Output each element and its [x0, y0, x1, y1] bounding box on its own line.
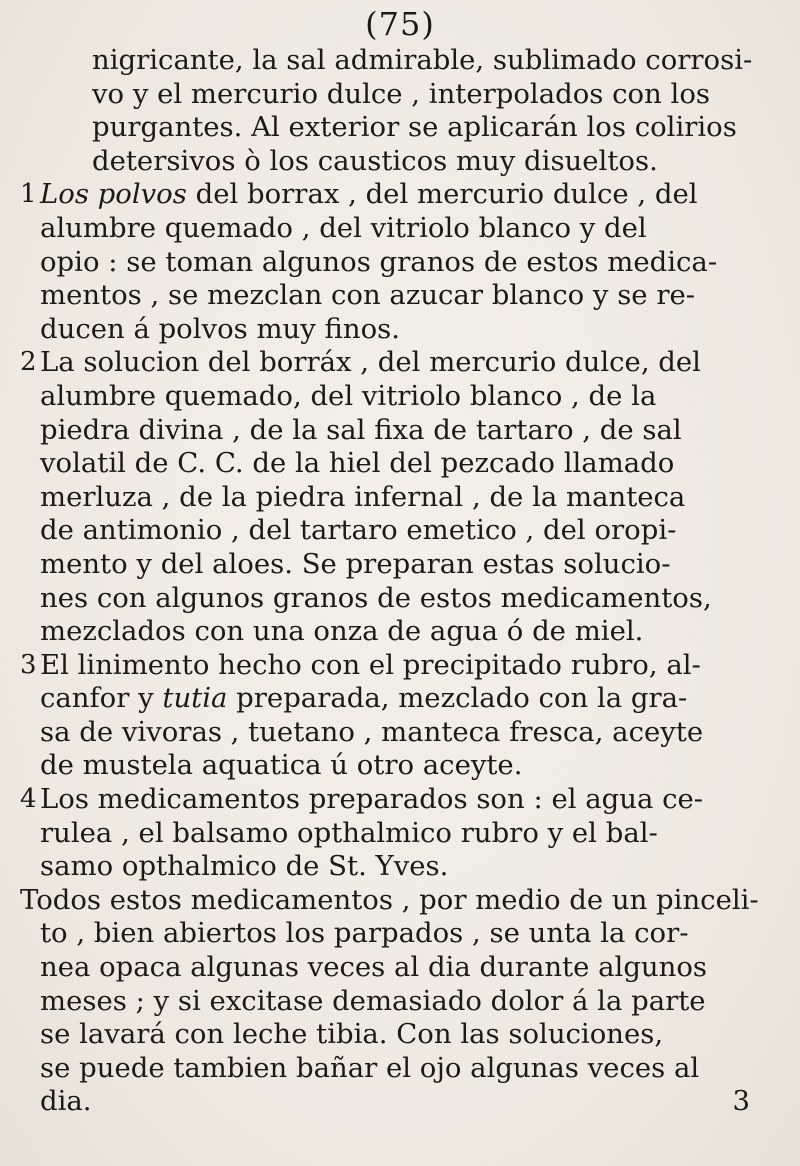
text-line: merluza , de la piedra infernal , de la manteca	[40, 480, 686, 513]
text-line: samo opthalmico de St. Yves.	[40, 850, 449, 883]
text-line: volatil de C. C. de la hiel del pezcado llamado	[40, 447, 675, 480]
text-line: de antimonio , del tartaro emetico , del oropi-	[40, 514, 677, 547]
text-line: nigricante, la sal admirable, sublimado corrosi-	[92, 44, 753, 76]
item-number: 1	[20, 179, 37, 210]
text-line: detersivos ò los causticos muy disueltos.	[92, 144, 658, 177]
closing-paragraph-start: Todos estos medicamentos , por medio de un pinceli-	[20, 883, 759, 916]
page-number: (75)	[365, 5, 435, 43]
text-line: to , bien abiertos los parpados , se unta la cor-	[40, 917, 689, 950]
text-line: piedra divina , de la sal fixa de tartaro , de sal	[40, 413, 682, 446]
text-line: mento y del aloes. Se preparan estas solucio-	[40, 547, 671, 580]
item-number: 2	[20, 347, 37, 378]
text-line: rulea , el balsamo opthalmico rubro y el bal-	[40, 816, 658, 849]
list-item-4: 4 Los medicamentos preparados son : el agua ce-	[20, 783, 704, 816]
list-item-2: 2 La solucion del borráx , del mercurio dulce, del	[20, 346, 701, 379]
text-line: alumbre quemado, del vitriolo blanco , de la	[40, 379, 657, 412]
list-item-3: 3 El linimento hecho con el precipitado rubro, al-	[20, 648, 701, 681]
text-line: nes con algunos granos de estos medicamentos,	[40, 581, 712, 614]
text-line: meses ; y si excitase demasiado dolor á la parte	[40, 984, 706, 1017]
list-item-1: 1 Los polvos del borrax , del mercurio dulce , del	[20, 178, 698, 211]
item-lead: Los polvos	[40, 178, 187, 211]
text-line: canfor y tutia preparada, mezclado con la gra-	[40, 682, 688, 715]
text-line: nea opaca algunas veces al dia durante algunos	[40, 951, 708, 984]
text-line: dia. 3	[40, 1085, 750, 1118]
text-line: vo y el mercurio dulce , interpolados con los	[92, 77, 710, 110]
item-number: 3	[20, 649, 37, 680]
text-line: mentos , se mezclan con azucar blanco y se re-	[40, 279, 696, 312]
text-line: opio : se toman algunos granos de estos medica-	[40, 245, 718, 278]
text-line: alumbre quemado , del vitriolo blanco y del	[40, 211, 647, 244]
text-line: ducen á polvos muy finos.	[40, 312, 401, 345]
item-number: 4	[20, 784, 37, 815]
catchword: 3	[732, 1085, 750, 1118]
text-line: sa de vivoras , tuetano , manteca fresca, aceyte	[40, 715, 704, 748]
text-line: se puede tambien bañar el ojo algunas veces al	[40, 1051, 700, 1084]
text-line: de mustela aquatica ú otro aceyte.	[40, 749, 523, 782]
body-text	[20, 44, 788, 1119]
text-line: mezclados con una onza de agua ó de miel.	[40, 615, 644, 648]
text-line: purgantes. Al exterior se aplicarán los colirios	[92, 111, 737, 144]
text-line: se lavará con leche tibia. Con las soluciones,	[40, 1018, 664, 1051]
